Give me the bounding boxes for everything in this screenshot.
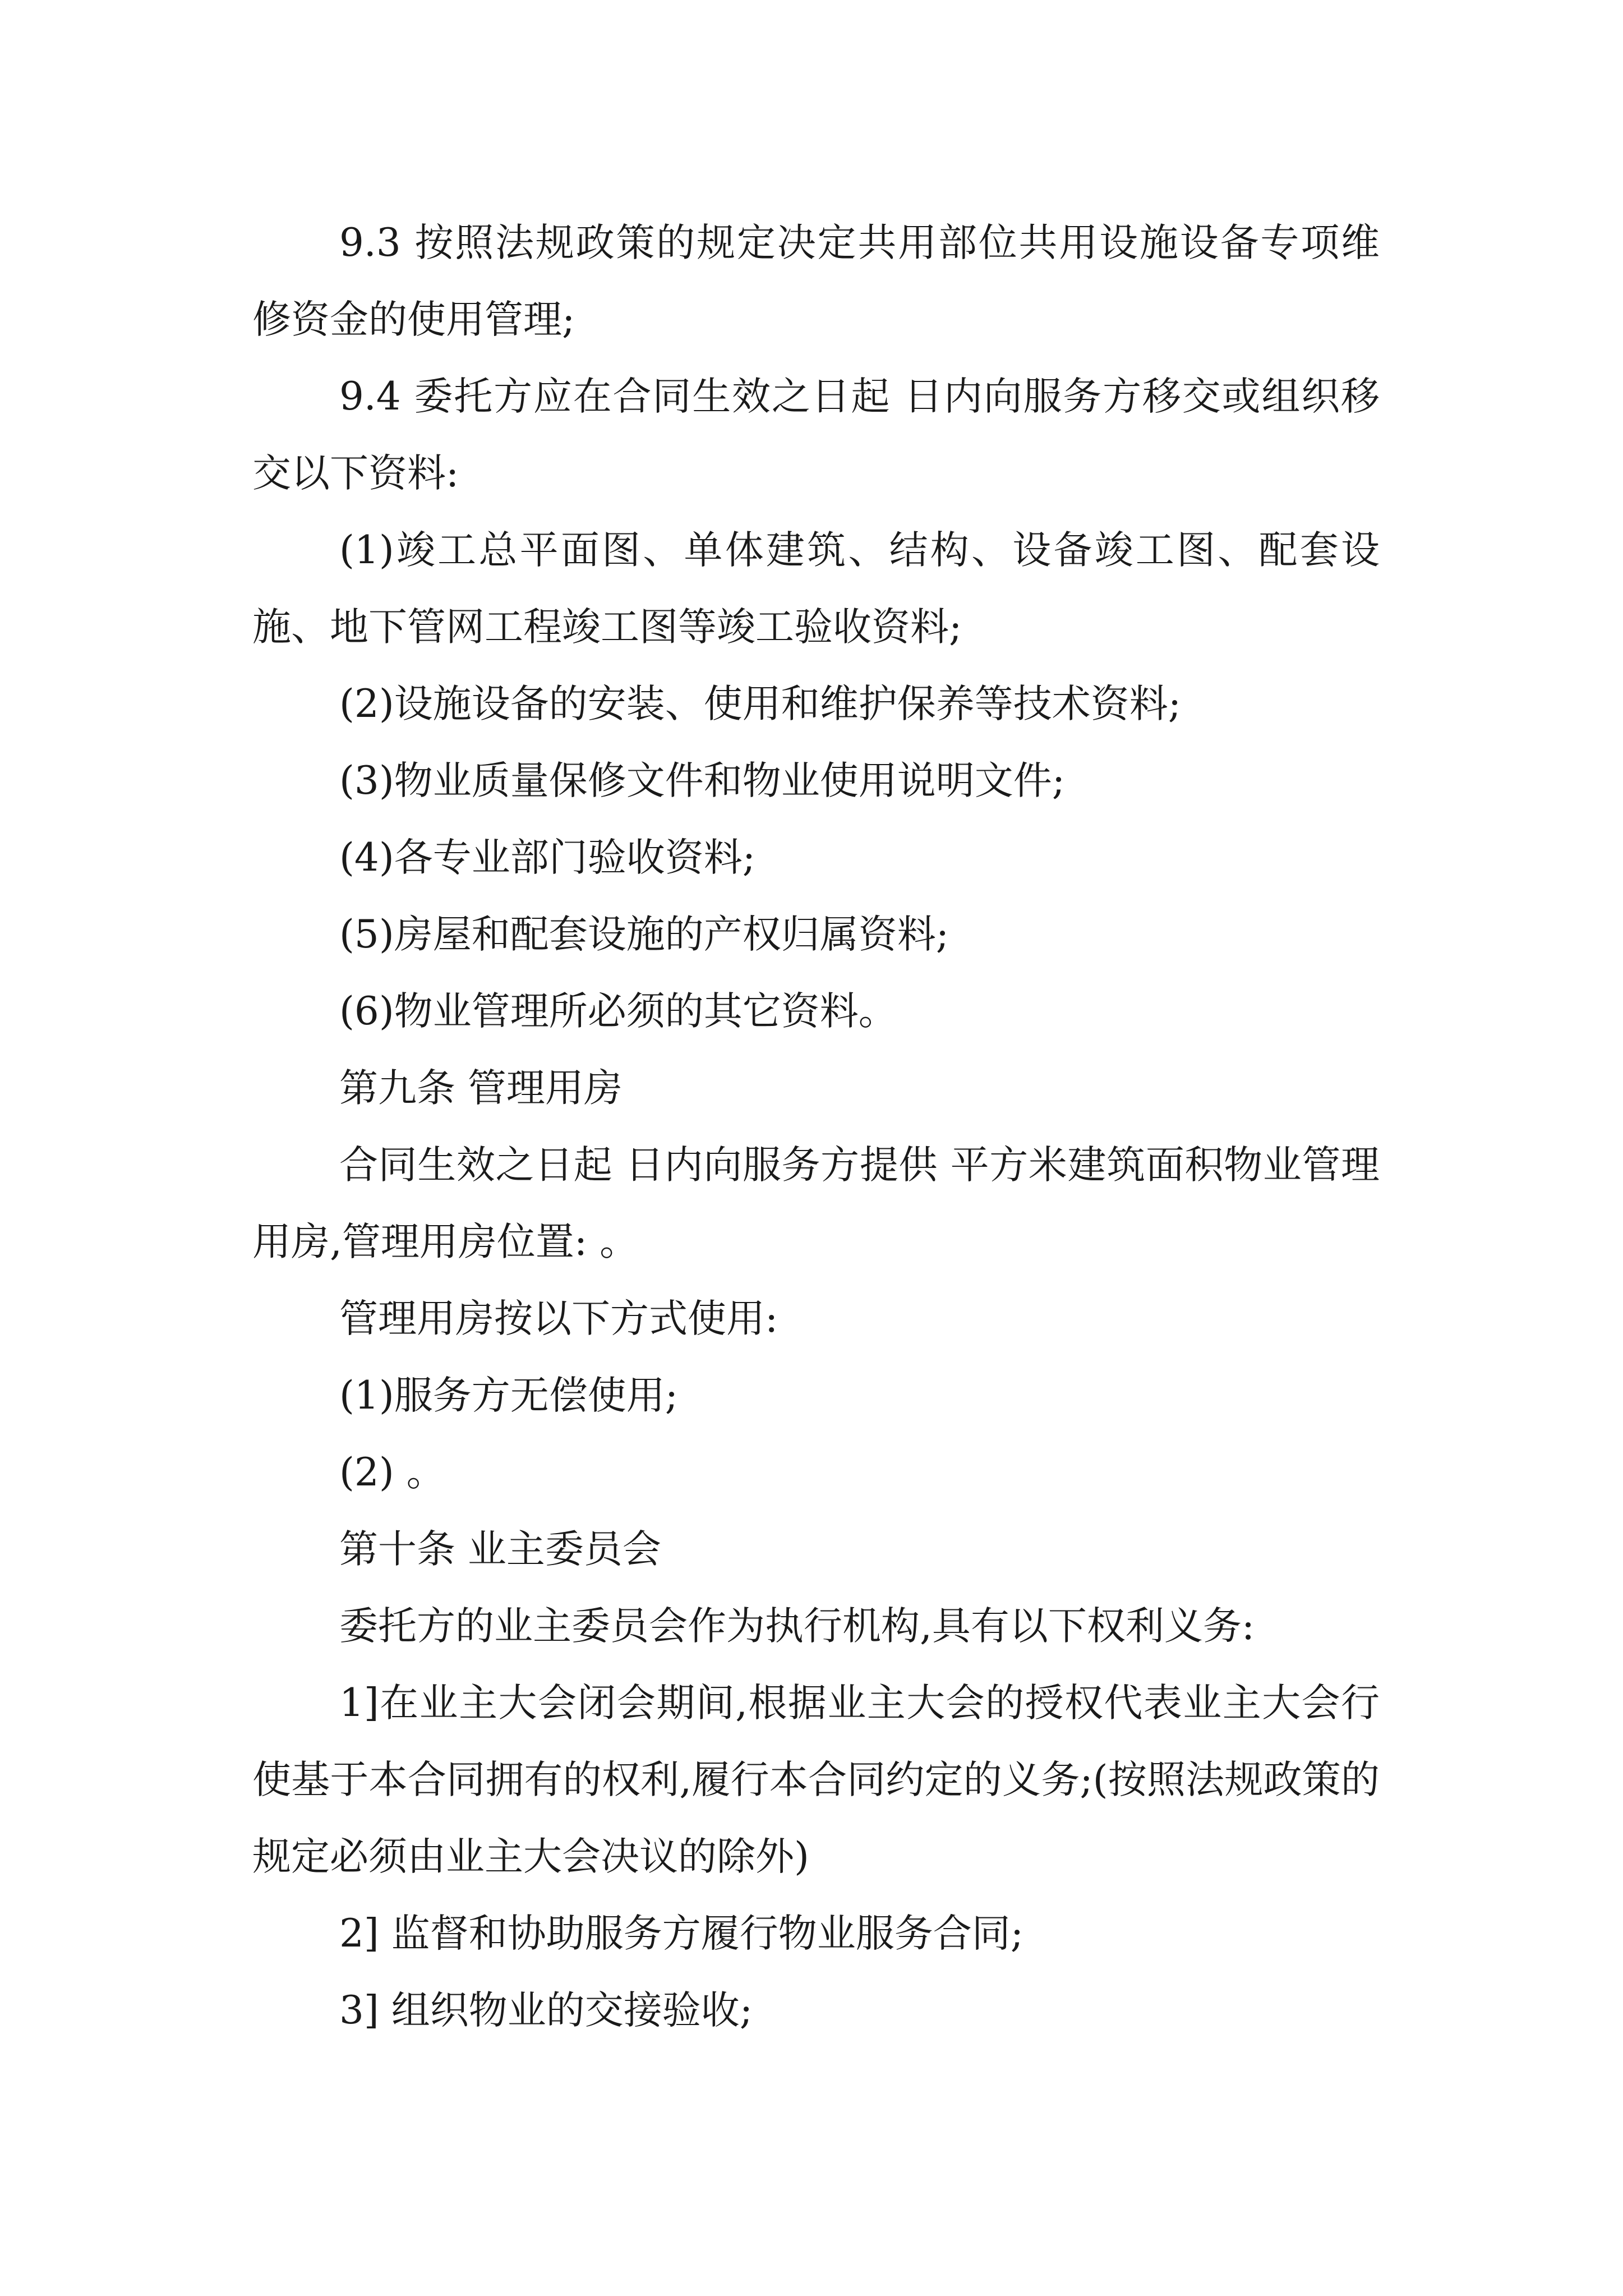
list-item: 3] 组织物业的交接验收; xyxy=(339,1988,753,2033)
paragraph: 委托方的业主委员会作为执行机构,具有以下权利义务: xyxy=(339,1604,1255,1649)
list-item: 1]在业主大会闭会期间,根据业主大会的授权代表业主大会行使基于本合同拥有的权利,履行本合同约定的义务;(按照法规政策的规定必须由业主大会决议的除外) xyxy=(252,1681,1380,1879)
list-item: (5)房屋和配套设施的产权归属资料; xyxy=(339,912,949,957)
list-item: (6)物业管理所必须的其它资料。 xyxy=(339,989,897,1034)
clause-9-3: 9.3 按照法规政策的规定决定共用部位共用设施设备专项维修资金的使用管理; xyxy=(252,220,1380,342)
section-heading-article-10: 第十条 业主委员会 xyxy=(339,1527,661,1572)
list-item: 2] 监督和协助服务方履行物业服务合同; xyxy=(339,1911,1023,1956)
paragraph: 合同生效之日起 日内向服务方提供 平方米建筑面积物业管理用房,管理用房位置: 。 xyxy=(252,1143,1380,1264)
list-item: (2)设施设备的安装、使用和维护保养等技术资料; xyxy=(339,682,1181,726)
document-body xyxy=(252,205,1380,2049)
list-item: (1)服务方无偿使用; xyxy=(339,1373,678,1418)
list-item: (3)物业质量保修文件和物业使用说明文件; xyxy=(339,758,1065,803)
section-heading-article-9: 第九条 管理用房 xyxy=(339,1066,623,1111)
clause-9-4: 9.4 委托方应在合同生效之日起 日内向服务方移交或组织移交以下资料: xyxy=(252,374,1380,496)
list-item: (1)竣工总平面图、单体建筑、结构、设备竣工图、配套设施、地下管网工程竣工图等竣工验收资料; xyxy=(252,528,1380,650)
list-item: (4)各专业部门验收资料; xyxy=(339,835,755,880)
paragraph: 管理用房按以下方式使用: xyxy=(339,1296,778,1341)
list-item: (2) 。 xyxy=(339,1450,445,1495)
